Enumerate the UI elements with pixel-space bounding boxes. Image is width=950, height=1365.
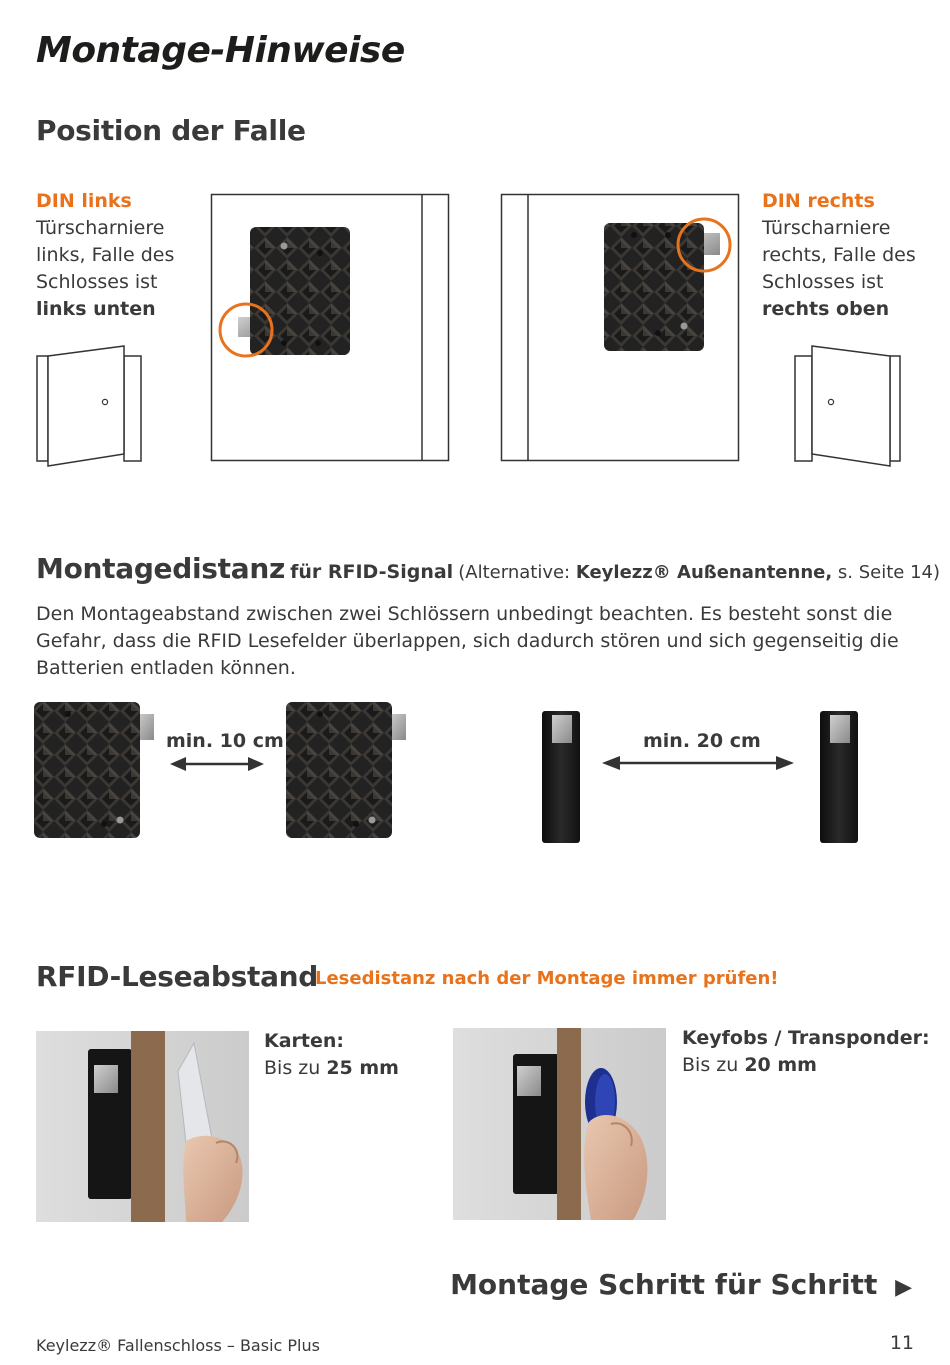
- front-distance-label: min. 10 cm: [166, 730, 284, 752]
- fobs-value: 20 mm: [744, 1054, 817, 1076]
- din-left-label: DIN links: [36, 190, 132, 212]
- distance-alt-product: Keylezz® Außenantenne,: [575, 562, 833, 583]
- front-distance-illustration: [32, 700, 412, 845]
- lock-body-right: [604, 223, 720, 351]
- din-left-line-2: links, Falle des: [36, 244, 175, 266]
- page-title: Montage-Hinweise: [36, 30, 405, 71]
- next-step-label: Montage Schritt für Schritt: [450, 1268, 878, 1301]
- fobs-info: [682, 1025, 930, 1079]
- distance-alt-open: (Alternative:: [458, 562, 576, 583]
- side-lock-1: [542, 711, 580, 843]
- cards-info: [264, 1028, 399, 1082]
- door-left-icon: [36, 344, 146, 468]
- din-right-text: [762, 188, 916, 323]
- front-lock-1: [34, 702, 154, 838]
- cards-prefix: Bis zu: [264, 1057, 327, 1079]
- reading-note: Lesedistanz nach der Montage immer prüfen!: [315, 968, 779, 989]
- din-right-label: DIN rechts: [762, 190, 875, 212]
- door-panel-left: [210, 193, 450, 463]
- distance-heading-main: Montagedistanz: [36, 552, 285, 585]
- position-heading: Position der Falle: [36, 114, 306, 147]
- next-step-link[interactable]: [450, 1268, 912, 1301]
- din-right-line-3: Schlosses ist: [762, 271, 884, 293]
- lock-body-left: [238, 227, 350, 355]
- fobs-title: Keyfobs / Transponder:: [682, 1027, 930, 1049]
- din-right-line-2: rechts, Falle des: [762, 244, 916, 266]
- distance-paragraph: Den Montageabstand zwischen zwei Schlössern unbedingt beachten. Es besteht sonst die Gefahr, dass die RFID Lesefelder überlappen, sich dadurch stören und sich gegenseitig die Batterien entladen können.: [36, 603, 899, 679]
- distance-alt-close: s. Seite 14): [832, 562, 941, 583]
- footer-product: Keylezz® Fallenschloss – Basic Plus: [36, 1336, 320, 1355]
- front-lock-2: [286, 702, 406, 838]
- distance-heading: [36, 552, 940, 585]
- page-number: 11: [889, 1332, 914, 1354]
- cards-range: [264, 1055, 399, 1082]
- play-arrow-icon: ▶: [895, 1275, 912, 1300]
- card-reading-photo: [36, 1031, 249, 1222]
- cards-value: 25 mm: [326, 1057, 399, 1079]
- fobs-range: [682, 1052, 930, 1079]
- front-distance-arrow: [170, 757, 264, 771]
- side-distance-label: min. 20 cm: [643, 730, 761, 752]
- fobs-prefix: Bis zu: [682, 1054, 745, 1076]
- cards-title: Karten:: [264, 1030, 345, 1052]
- distance-heading-sub: für RFID-Signal: [290, 561, 454, 583]
- din-right-emphasis: rechts oben: [762, 298, 890, 320]
- side-distance-illustration: [538, 705, 868, 855]
- keyfob-reading-photo: [453, 1028, 666, 1220]
- din-left-line-1: Türscharniere: [36, 217, 165, 239]
- door-right-icon: [794, 344, 904, 468]
- side-lock-2: [820, 711, 858, 843]
- side-distance-arrow: [602, 756, 794, 770]
- din-right-line-1: Türscharniere: [762, 217, 891, 239]
- reading-heading: RFID-Leseabstand: [36, 960, 319, 993]
- din-left-emphasis: links unten: [36, 298, 156, 320]
- din-left-text: [36, 188, 174, 323]
- door-panel-right: [500, 193, 740, 463]
- din-left-line-3: Schlosses ist: [36, 271, 158, 293]
